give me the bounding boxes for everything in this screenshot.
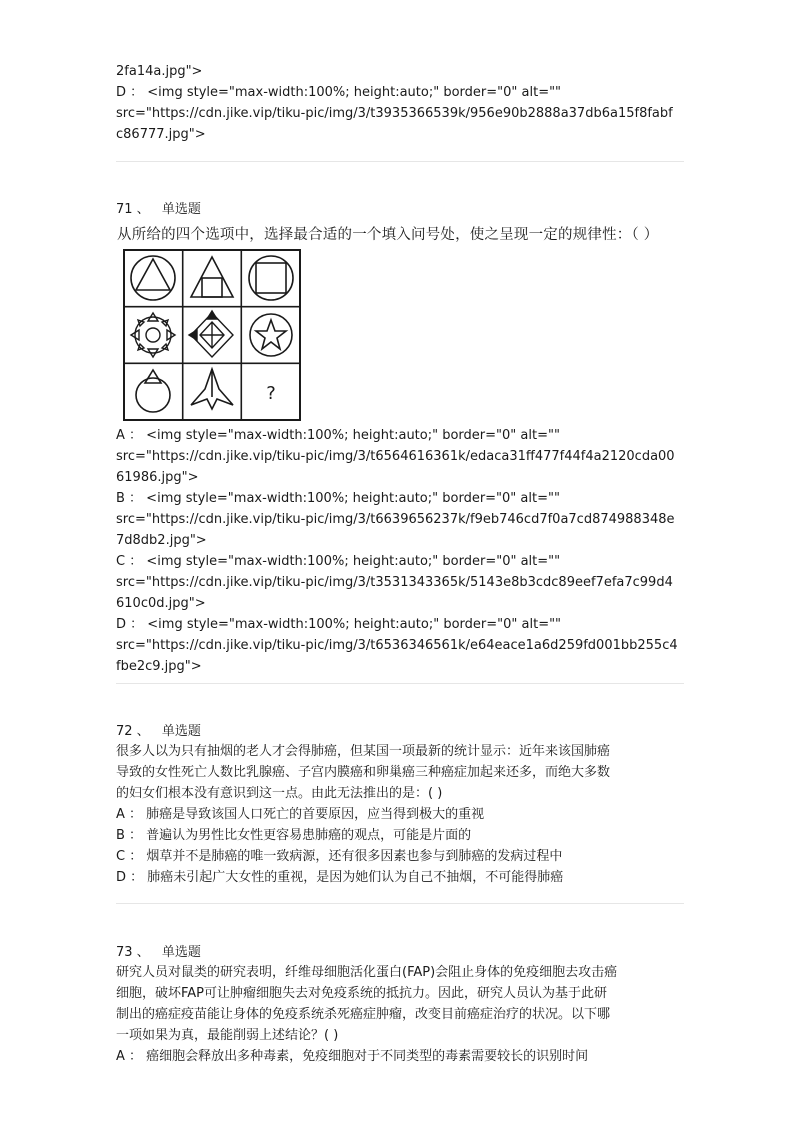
circle-star-shape	[250, 314, 292, 356]
question-type: 单选题	[161, 945, 201, 960]
text-line: D ： <img style="max-width:100%; height:auto;" border="0" alt=""	[116, 85, 562, 100]
question-number: 73 、	[116, 945, 150, 960]
question-number: 71 、	[116, 202, 150, 217]
question-72-header	[116, 720, 201, 739]
text-line: src="https://cdn.jike.vip/tiku-pic/img/3/t3935366539k/956e90b2888a37db6a15f8fabf	[116, 106, 673, 121]
question-stem-line: 很多人以为只有抽烟的老人才会得肺癌，但某国一项最新的统计显示：近年来该国肺癌	[116, 744, 611, 759]
arrow-star-shape	[191, 369, 233, 409]
option-line: src="https://cdn.jike.vip/tiku-pic/img/3/t6639656237k/f9eb746cd7f0a7cd874988348e	[116, 512, 675, 527]
option-line: src="https://cdn.jike.vip/tiku-pic/img/3/t6564616361k/edaca31ff477f44f4a2120cda00	[116, 449, 675, 464]
option-d: D ： 肺癌未引起广大女性的重视，是因为她们认为自己不抽烟，不可能得肺癌	[116, 870, 564, 885]
triangle-square-shape	[191, 257, 233, 297]
option-a: A ： 肺癌是导致该国人口死亡的首要原因，应当得到极大的重视	[116, 807, 485, 822]
text-line: 2fa14a.jpg">	[116, 64, 203, 79]
option-a: A ： 癌细胞会释放出多种毒素，免疫细胞对于不同类型的毒素需要较长的识别时间	[116, 1049, 589, 1064]
option-line: fbe2c9.jpg">	[116, 659, 202, 674]
option-line: 61986.jpg">	[116, 470, 199, 485]
question-stem-line: 研究人员对鼠类的研究表明，纤维母细胞活化蛋白(FAP)会阻止身体的免疫细胞去攻击癌	[116, 965, 618, 980]
option-line: 610c0d.jpg">	[116, 596, 206, 611]
option-b: B ： 普遍认为男性比女性更容易患肺癌的观点，可能是片面的	[116, 828, 472, 843]
divider	[116, 161, 684, 162]
option-line: 7d8db2.jpg">	[116, 533, 207, 548]
option-line: A ： <img style="max-width:100%; height:auto;" border="0" alt=""	[116, 428, 560, 443]
question-type: 单选题	[161, 724, 201, 739]
question-stem-line: 导致的女性死亡人数比乳腺癌、子宫内膜癌和卵巢癌三种癌症加起来还多，而绝大多数	[116, 765, 611, 780]
question-stem-line: 制出的癌症疫苗能让身体的免疫系统杀死癌症肿瘤，改变目前癌症治疗的状况。以下哪	[116, 1007, 611, 1022]
question-stem-line: 的妇女们根本没有意识到这一点。由此无法推出的是：( )	[116, 786, 443, 801]
question-number: 72 、	[116, 724, 150, 739]
option-line: src="https://cdn.jike.vip/tiku-pic/img/3/t6536346561k/e64eace1a6d259fd001bb255c4	[116, 638, 678, 653]
question-71-header	[116, 198, 201, 217]
option-line: B ： <img style="max-width:100%; height:auto;" border="0" alt=""	[116, 491, 560, 506]
divider	[116, 683, 684, 684]
question-stem-line: 细胞，破坏FAP可让肿瘤细胞失去对免疫系统的抵抗力。因此，研究人员认为基于此研	[116, 986, 608, 1001]
circle-peak-shape	[136, 370, 170, 412]
question-71-instruction: 从所给的四个选项中，选择最合适的一个填入问号处，使之呈现一定的规律性：（ ）	[117, 227, 659, 243]
question-type: 单选题	[161, 202, 201, 217]
text-line: c86777.jpg">	[116, 127, 206, 142]
circle-triangle-shape	[131, 256, 175, 300]
option-line: src="https://cdn.jike.vip/tiku-pic/img/3/t3531343365k/5143e8b3cdc89eef7efa7c99d4	[116, 575, 673, 590]
option-line: D ： <img style="max-width:100%; height:auto;" border="0" alt=""	[116, 617, 562, 632]
figure-puzzle-grid	[123, 249, 301, 425]
option-c: C ： 烟草并不是肺癌的唯一致病源，还有很多因素也参与到肺癌的发病过程中	[116, 849, 563, 864]
question-stem-line: 一项如果为真，最能削弱上述结论？( )	[116, 1028, 339, 1043]
divider	[116, 903, 684, 904]
option-line: C ： <img style="max-width:100%; height:auto;" border="0" alt=""	[116, 554, 561, 569]
diamond-ornament-shape	[189, 311, 233, 357]
circle-square-shape	[249, 256, 293, 300]
question-mark: ?	[266, 383, 276, 404]
question-73-header	[116, 941, 201, 960]
ornate-arrows-shape	[131, 313, 175, 357]
